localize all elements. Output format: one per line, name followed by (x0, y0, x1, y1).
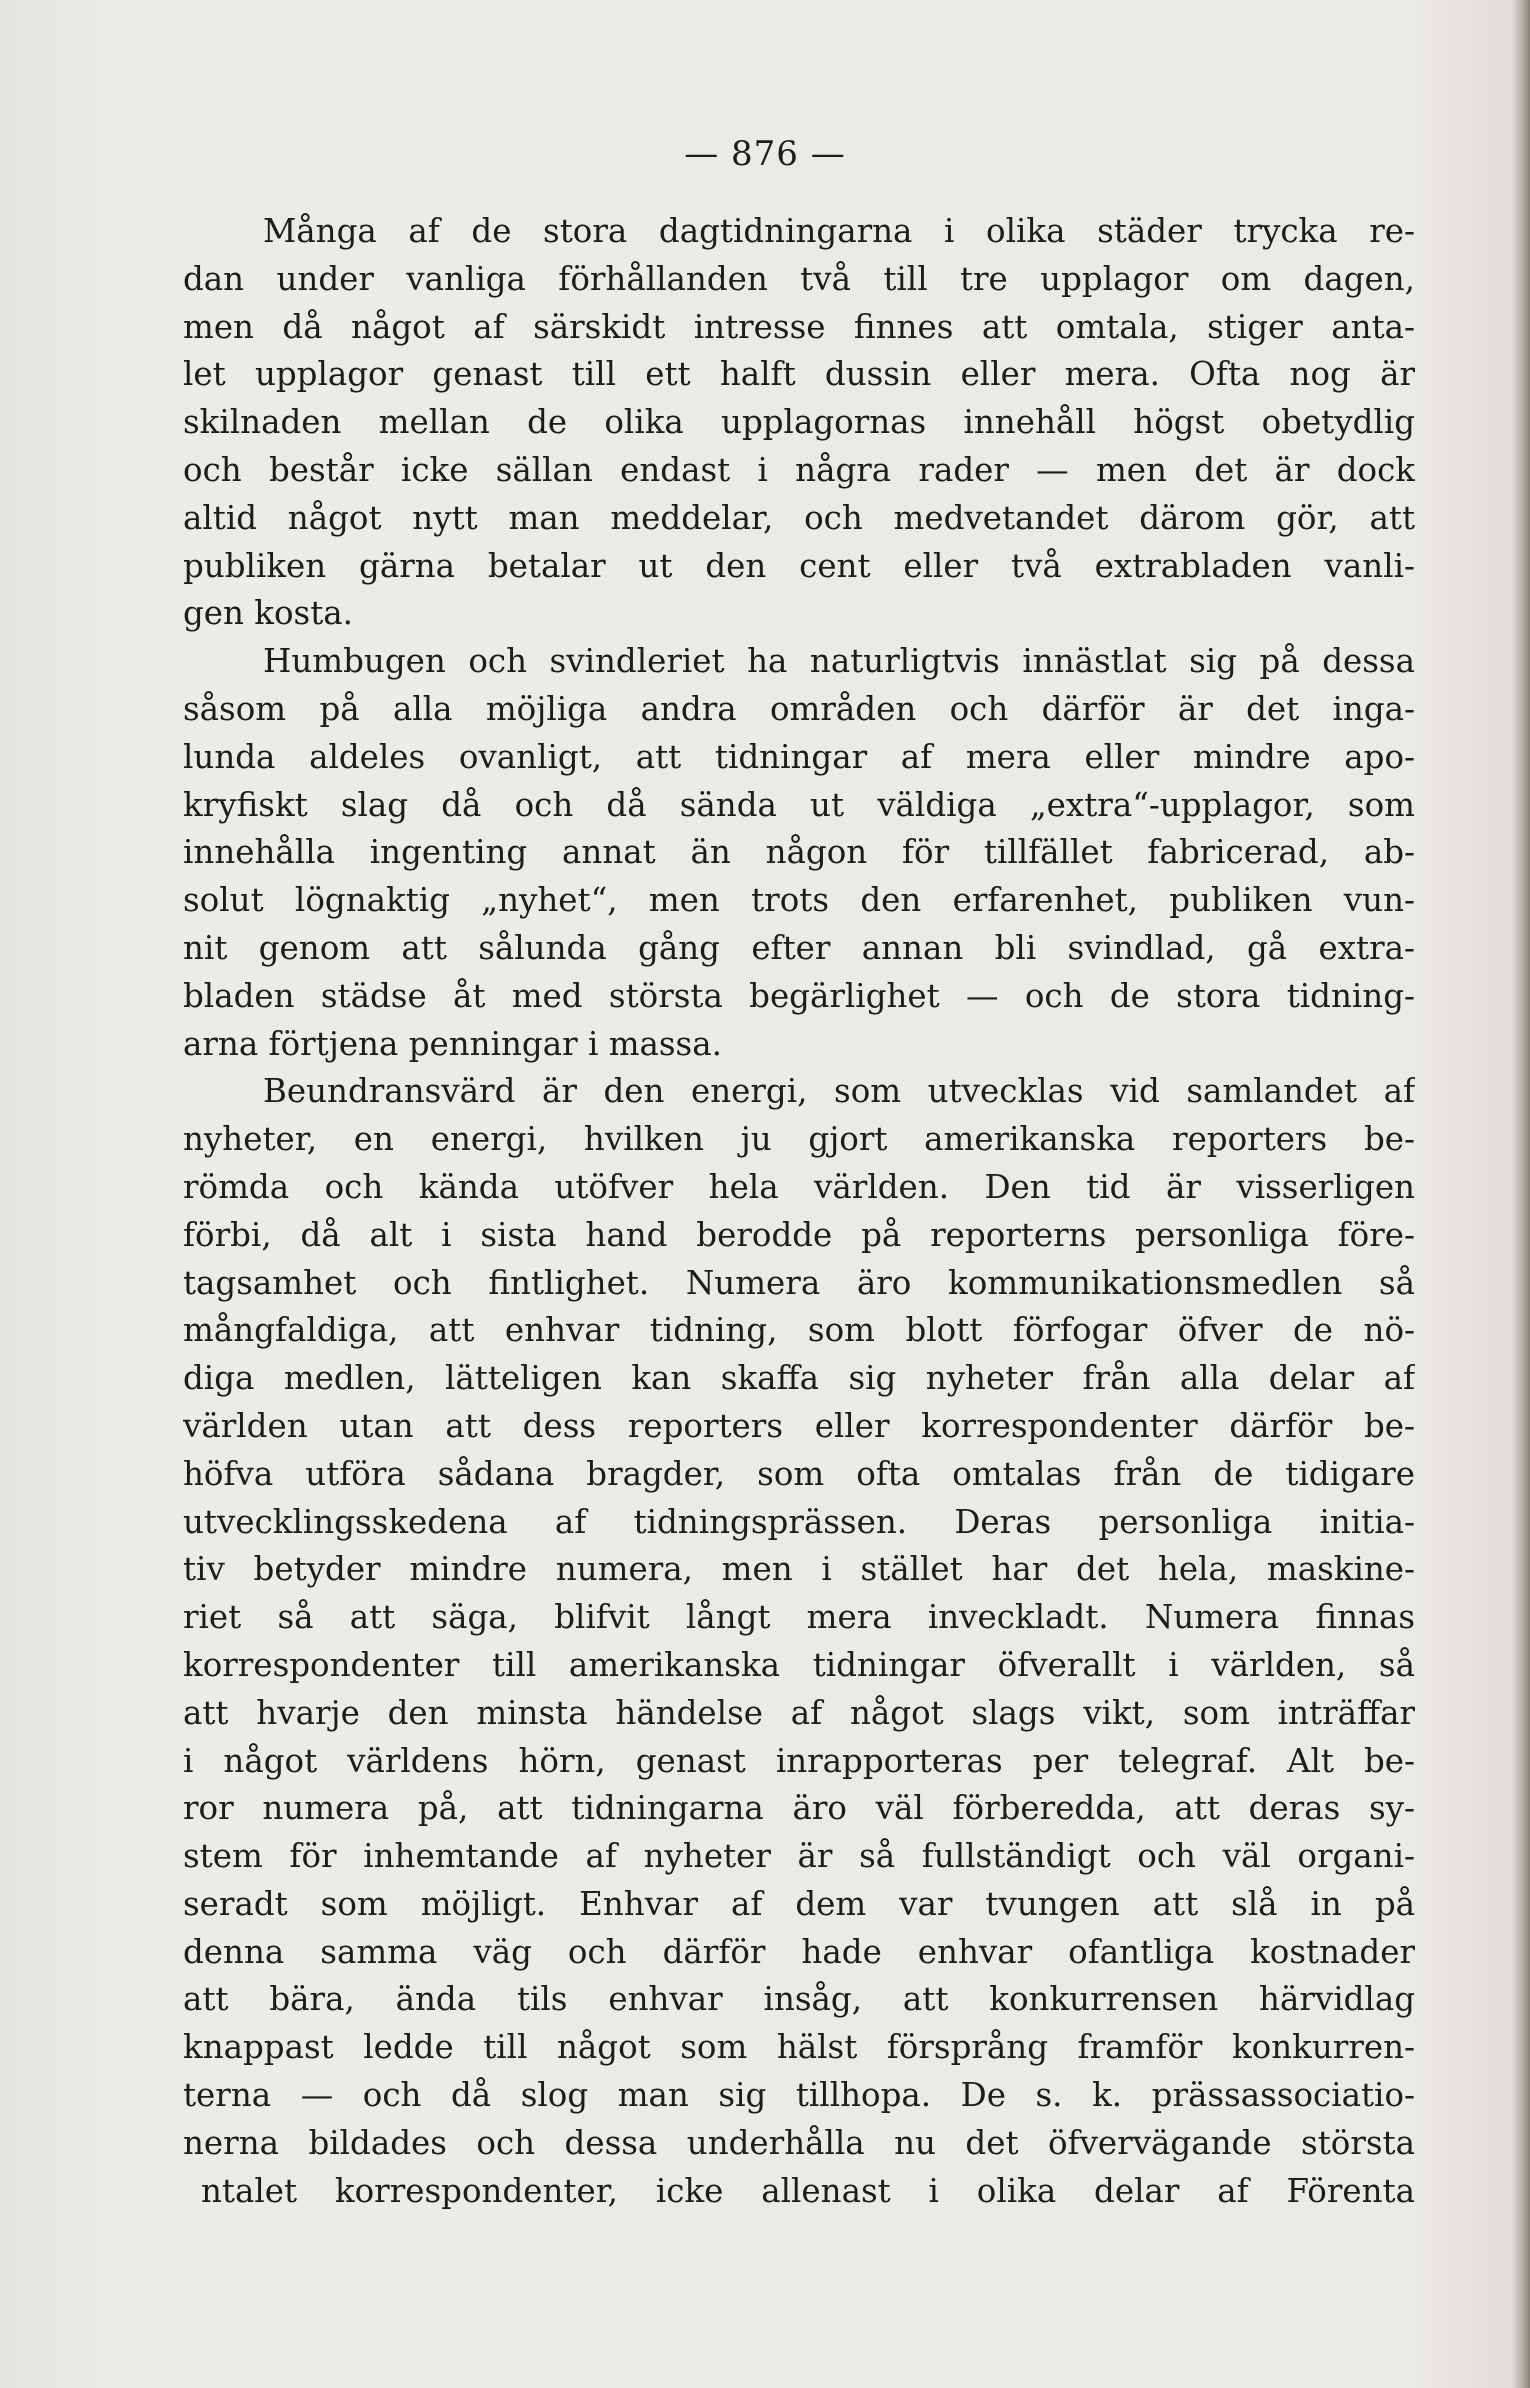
page-edge-shadow (1512, 0, 1530, 2388)
text-line: lunda aldeles ovanligt, att tidningar af mera eller mindre apo- (183, 737, 1415, 776)
text-line: och består icke sällan endast i några rader — men det är dock (183, 450, 1415, 489)
text-line: Många af de stora dagtidningarna i olika städer trycka re- (263, 212, 1415, 250)
text-line: världen utan att dess reporters eller korrespondenter därför be- (183, 1406, 1415, 1445)
body-text (183, 208, 1415, 2215)
text-line: nyheter, en energi, hvilken ju gjort amerikanska reporters be- (183, 1120, 1415, 1159)
text-line: römda och kända utöfver hela världen. Den tid är visserligen (183, 1167, 1415, 1206)
text-line: ror numera på, att tidningarna äro väl förberedda, att deras sy- (183, 1789, 1415, 1828)
text-line: tagsamhet och fintlighet. Numera äro kommunikationsmedlen så (183, 1263, 1415, 1302)
text-line: utvecklingsskedena af tidningsprässen. Deras personliga initia- (183, 1502, 1415, 1541)
text-line: ntalet korrespondenter, icke allenast i olika delar af Förenta (201, 2171, 1415, 2210)
text-line: Humbugen och svindleriet ha naturligtvis innästlat sig på dessa (263, 642, 1415, 681)
text-line: kryfiskt slag då och då sända ut väldiga „extra“-upplagor, som (183, 785, 1415, 824)
text-line: tiv betyder mindre numera, men i stället har det hela, maskine- (183, 1550, 1415, 1589)
text-line: let upplagor genast till ett halft dussin eller mera. Ofta nog är (183, 355, 1415, 394)
text-line: dan under vanliga förhållanden två till tre upplagor om dagen, (183, 259, 1415, 298)
text-line: solut lögnaktig „nyhet“, men trots den erfarenhet, publiken vun- (183, 881, 1415, 920)
text-line: korrespondenter till amerikanska tidningar öfverallt i världen, så (183, 1645, 1415, 1684)
text-line: nerna bildades och dessa underhålla nu det öfvervägande största (183, 2123, 1415, 2162)
text-line: diga medlen, lätteligen kan skaffa sig nyheter från alla delar af (183, 1359, 1415, 1398)
text-line: nit genom att sålunda gång efter annan bli svindlad, gå extra- (183, 928, 1415, 967)
text-line: denna samma väg och därför hade enhvar ofantliga kostnader (183, 1932, 1415, 1971)
text-line: i något världens hörn, genast inrapporteras per telegraf. Alt be- (183, 1741, 1415, 1780)
text-line: arna förtjena penningar i massa. (183, 1024, 722, 1063)
text-line: altid något nytt man meddelar, och medvetandet därom gör, att (183, 498, 1415, 537)
text-line: stem för inhemtande af nyheter är så fullständigt och väl organi- (183, 1837, 1415, 1876)
text-line: såsom på alla möjliga andra områden och därför är det inga- (183, 689, 1415, 728)
page-number: — 876 — (684, 134, 846, 174)
text-line: seradt som möjligt. Enhvar af dem var tvungen att slå in på (183, 1884, 1415, 1923)
text-line: bladen städse åt med största begärlighet — och de stora tidning- (183, 976, 1415, 1015)
text-line: men då något af särskidt intresse finnes att omtala, stiger anta- (183, 307, 1415, 346)
text-line: terna — och då slog man sig tillhopa. De s. k. prässassociatio- (183, 2076, 1415, 2115)
text-line: Beundransvärd är den energi, som utvecklas vid samlandet af (263, 1072, 1415, 1111)
text-line: knappast ledde till något som hälst försprång framför konkurren- (183, 2028, 1415, 2067)
text-line: att bära, ända tils enhvar insåg, att konkurrensen härvidlag (183, 1980, 1415, 2019)
text-line: innehålla ingenting annat än någon för tillfället fabricerad, ab- (183, 833, 1415, 872)
text-line: skilnaden mellan de olika upplagornas innehåll högst obetydlig (183, 403, 1415, 442)
text-line: förbi, då alt i sista hand berodde på reporterns personliga före- (183, 1215, 1415, 1254)
text-line: riet så att säga, blifvit långt mera inveckladt. Numera finnas (183, 1598, 1415, 1637)
text-line: att hvarje den minsta händelse af något slags vikt, som inträffar (183, 1693, 1415, 1732)
text-line: mångfaldiga, att enhvar tidning, som blott förfogar öfver de nö- (183, 1311, 1415, 1350)
text-line: publiken gärna betalar ut den cent eller två extrabladen vanli- (183, 546, 1415, 585)
text-line: gen kosta. (183, 594, 354, 633)
text-line: höfva utföra sådana bragder, som ofta omtalas från de tidigare (183, 1454, 1415, 1493)
